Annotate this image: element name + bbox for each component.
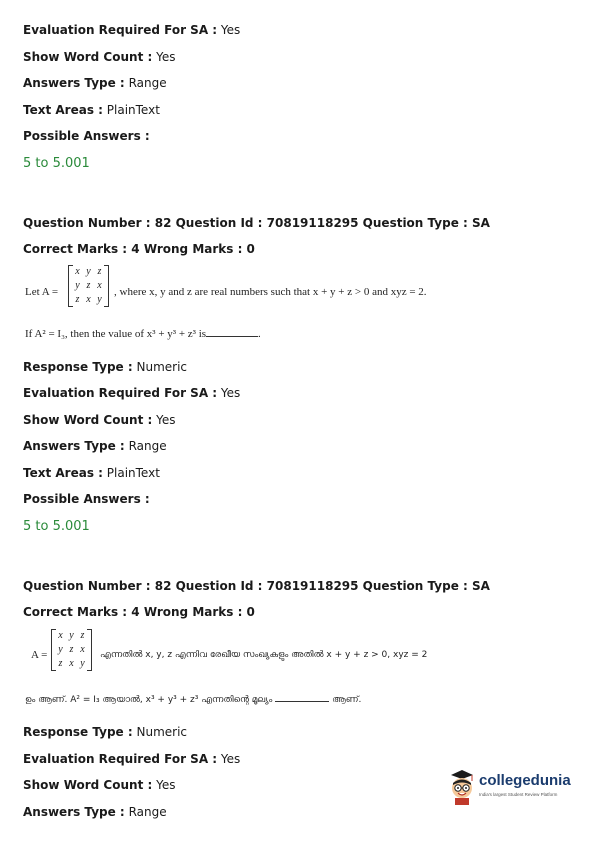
collegedunia-logo [445, 766, 575, 806]
text-areas-row [23, 103, 160, 117]
matrix-cell: z [58, 658, 63, 669]
matrix-cell: z [97, 266, 102, 277]
field-value: Yes [220, 752, 241, 766]
field-label: Answers Type : [23, 76, 125, 90]
malayalam-prompt-end: ആണ്. [332, 695, 362, 705]
matrix-cell: y [75, 280, 80, 291]
evaluation-required-row [23, 752, 240, 766]
response-type-row [23, 360, 187, 374]
matrix-cell: y [58, 644, 63, 655]
field-label: Answers Type : [23, 439, 125, 453]
field-label: Evaluation Required For SA : [23, 386, 218, 400]
logo-tagline: India's largest Student Review Platform [479, 792, 558, 797]
answer-blank [275, 701, 329, 702]
response-type-row [23, 725, 187, 739]
matrix-a [55, 629, 88, 671]
field-value: Numeric [136, 725, 188, 739]
question-header: Question Number : 82 Question Id : 70819118295 Question Type : SA [23, 216, 490, 230]
question-marks: Correct Marks : 4 Wrong Marks : 0 [23, 605, 255, 619]
field-label: Show Word Count : [23, 413, 153, 427]
show-word-count-row [23, 50, 175, 64]
field-value: Range [128, 805, 167, 819]
field-value: Yes [220, 23, 241, 37]
matrix-cell: x [69, 658, 74, 669]
graduate-mascot-icon [445, 766, 479, 806]
matrix-right-bracket [104, 265, 109, 307]
matrix-cell: x [75, 266, 80, 277]
malayalam-condition-text: എന്നതിൽ x, y, z എന്നിവ രേഖീയ സംഖ്യകളും അതിൽ x + y + z > 0, xyz = 2 [100, 650, 428, 660]
malayalam-prompt [25, 695, 361, 705]
answers-type-row [23, 439, 167, 453]
matrix-cell: z [86, 280, 91, 291]
possible-answers-label: Possible Answers : [23, 129, 150, 143]
field-value: Yes [156, 413, 176, 427]
question-prompt: If A² = I₃, then the value of x³ + y³ + z³ is . [25, 328, 261, 340]
answer-blank [206, 336, 258, 337]
matrix-cell: z [75, 294, 80, 305]
text-areas-row [23, 466, 160, 480]
field-label: Text Areas : [23, 103, 103, 117]
field-value: Range [128, 439, 167, 453]
field-value: Yes [220, 386, 241, 400]
logo-name: collegedunia [479, 772, 571, 789]
field-label: Response Type : [23, 725, 133, 739]
matrix-cell: y [97, 294, 102, 305]
possible-answer-value: 5 to 5.001 [23, 519, 90, 534]
field-value: PlainText [106, 103, 160, 117]
field-value: Yes [156, 50, 176, 64]
matrix-cell: x [86, 294, 91, 305]
question-header: Question Number : 82 Question Id : 70819118295 Question Type : SA [23, 579, 490, 593]
matrix-cell: x [58, 630, 63, 641]
field-label: Text Areas : [23, 466, 103, 480]
let-a-label: Let A = [25, 286, 59, 298]
field-label: Evaluation Required For SA : [23, 23, 218, 37]
matrix-left-bracket [51, 629, 56, 671]
field-label: Response Type : [23, 360, 133, 374]
possible-answers-label: Possible Answers : [23, 492, 150, 506]
field-label: Show Word Count : [23, 50, 153, 64]
matrix-cell: y [69, 630, 74, 641]
field-value: PlainText [106, 466, 160, 480]
matrix-cell: x [97, 280, 102, 291]
question-marks: Correct Marks : 4 Wrong Marks : 0 [23, 242, 255, 256]
field-label: Evaluation Required For SA : [23, 752, 218, 766]
matrix-left-bracket [68, 265, 73, 307]
matrix-right-bracket [87, 629, 92, 671]
malayalam-prompt-text: ഉം ആണ്. A² = I₃ ആയാൽ, x³ + y³ + z³ എന്നതിന്റെ മൂല്യം [25, 695, 273, 705]
field-value: Yes [156, 778, 176, 792]
field-value: Range [128, 76, 167, 90]
matrix-cell: x [80, 644, 85, 655]
matrix-cell: z [69, 644, 74, 655]
field-value: Numeric [136, 360, 188, 374]
evaluation-required-row [23, 23, 240, 37]
matrix-a [72, 265, 105, 307]
a-equals-label: A = [31, 649, 48, 661]
possible-answer-value: 5 to 5.001 [23, 156, 90, 171]
answers-type-row [23, 805, 167, 819]
matrix-cell: y [80, 658, 85, 669]
show-word-count-row [23, 413, 175, 427]
show-word-count-row [23, 778, 175, 792]
evaluation-required-row [23, 386, 240, 400]
field-label: Show Word Count : [23, 778, 153, 792]
question-condition-text: , where x, y and z are real numbers such that x + y + z > 0 and xyz = 2. [114, 286, 427, 298]
matrix-cell: z [80, 630, 85, 641]
answers-type-row [23, 76, 167, 90]
question-prompt-text: If A² = I₃, then the value of x³ + y³ + z³ is [25, 328, 207, 340]
matrix-cell: y [86, 266, 91, 277]
field-label: Answers Type : [23, 805, 125, 819]
